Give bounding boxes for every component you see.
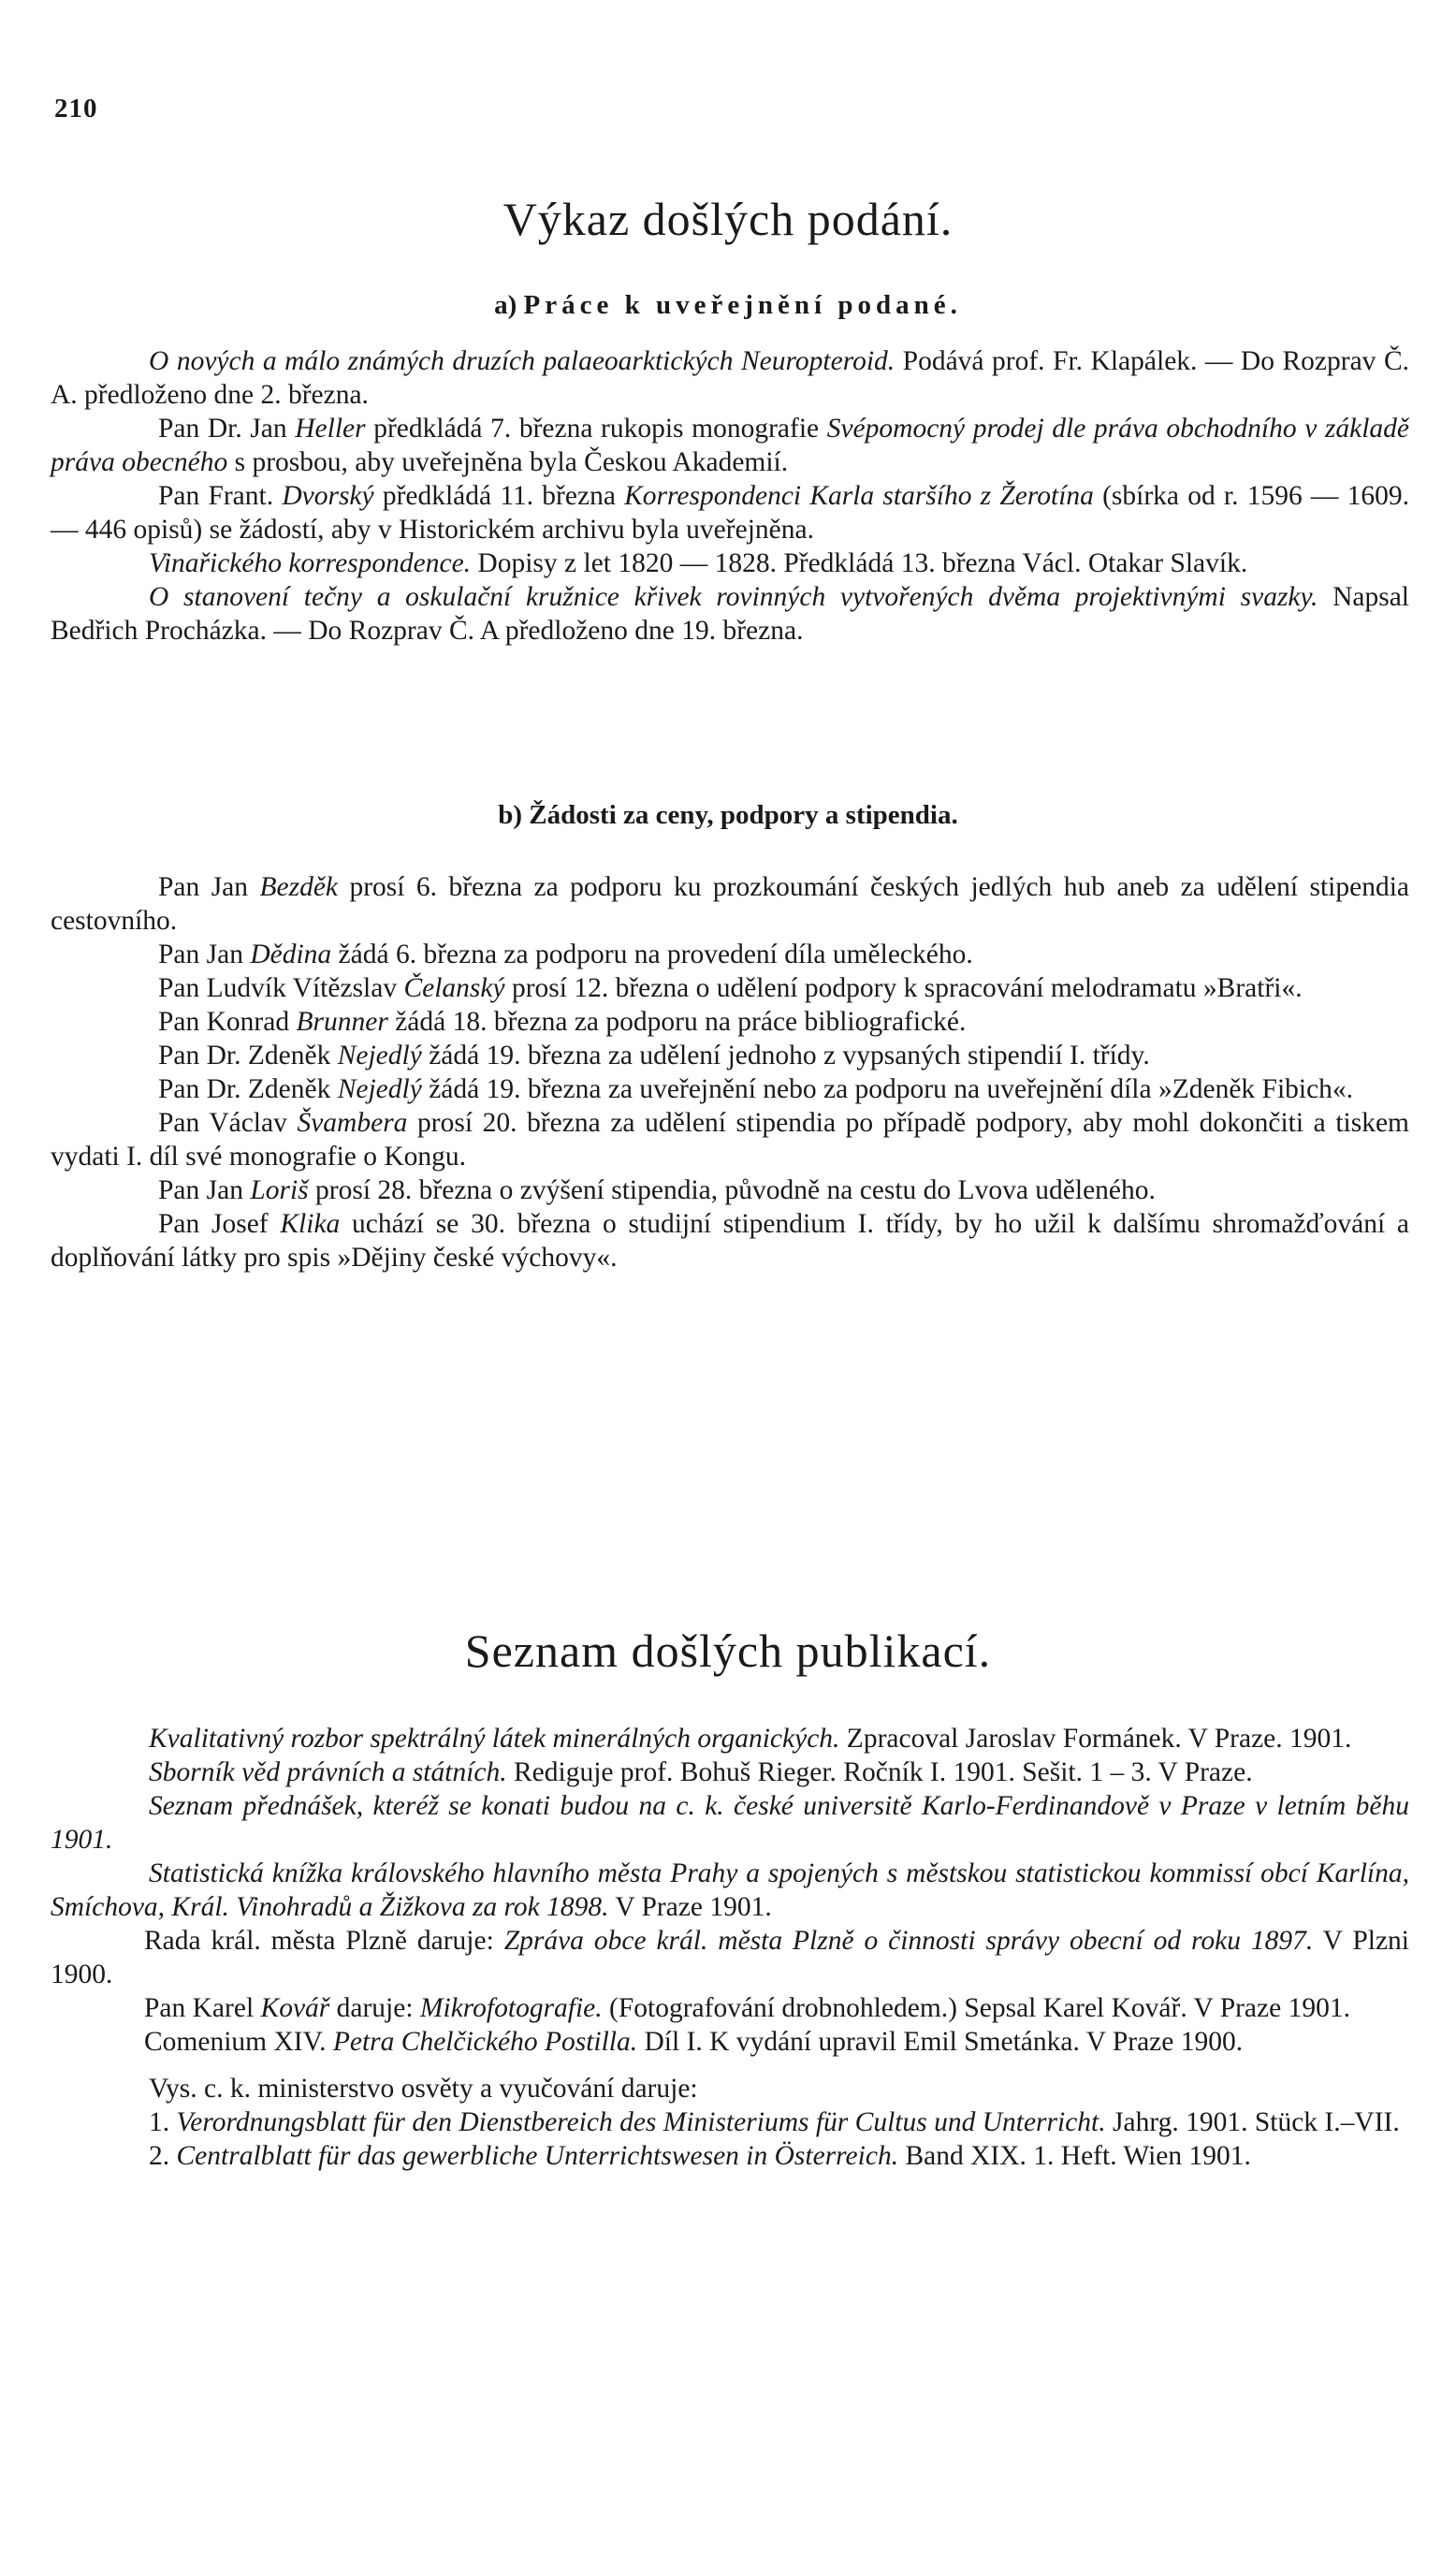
list-item: Pan Dr. Jan Heller předkládá 7. března rukopis monografie Svépomocný prodej dle práva obchodního v základě práva obecného s prosbou, aby uveřejněna byla Českou Akademií. — [51, 414, 1410, 477]
list-item: Sborník věd právních a státních. Rediguje prof. Bohuš Rieger. Ročník I. 1901. Sešit. 1 – 3. V Praze. — [149, 1757, 1253, 1787]
section-title-submissions: Výkaz došlých podání. — [502, 193, 954, 245]
list-item: Pan Dr. Zdeněk Nejedlý žádá 19. března za udělení jednoho z vypsaných stipendií I. třídy. — [158, 1041, 1150, 1071]
page-number: 210 — [54, 94, 98, 124]
list-item: Pan Jan Loriš prosí 28. března o zvýšení stipendia, původně na cestu do Lvova uděleného. — [158, 1175, 1156, 1205]
list-item: 1. Verordnungsblatt für den Dienstbereich des Ministeriums für Cultus und Unterricht. Jahrg. 1901. Stück I.–VII. — [149, 2107, 1400, 2137]
list-item: Pan Ludvík Vítězslav Čelanský prosí 12. března o udělení podpory k spracování melodramatu »Bratři«. — [158, 973, 1303, 1003]
subsection-b-heading — [0, 800, 1456, 831]
list-item: Rada král. města Plzně daruje: Zpráva obce král. města Plzně o činnosti správy obecní od roku 1897. V Plzni 1900. — [51, 1926, 1409, 1989]
subsection-b-title: Žádosti za ceny, podpory a stipendia. — [529, 800, 958, 830]
ministry-intro: Vys. c. k. ministerstvo osvěty a vyučování daruje: — [149, 2074, 698, 2104]
list-item: Pan Konrad Brunner žádá 18. března za podporu na práce bibliografické. — [158, 1007, 967, 1037]
list-item: Pan Jan Bezděk prosí 6. března za podporu ku prozkoumání českých jedlých hub aneb za udělení stipendia cestovního. — [51, 872, 1409, 936]
list-item: Pan Karel Kovář daruje: Mikrofotografie. (Fotografování drobnohledem.) Sepsal Karel Kovář. V Praze 1901. — [144, 1993, 1350, 2023]
list-item: Comenium XIV. Petra Chelčického Postilla. Díl I. K vydání upravil Emil Smetánka. V Praze 1900. — [144, 2027, 1244, 2057]
submissions-list — [51, 344, 1409, 648]
publications-list — [51, 1722, 1409, 2173]
list-item: Pan Frant. Dvorský předkládá 11. března Korrespondenci Karla staršího z Žerotína (sbírka od r. 1596 — 1609. — 446 opisů) se žádostí, aby v Historickém archivu byla uveřejněna. — [51, 481, 1409, 545]
subsection-a-label: a) — [494, 290, 517, 320]
list-item: Kvalitativný rozbor spektrálný látek minerálných organických. Zpracoval Jaroslav Formánek. V Praze. 1901. — [149, 1724, 1352, 1754]
list-item: Vinařického korrespondence. Dopisy z let 1820 — 1828. Předkládá 13. března Václ. Otakar Slavík. — [149, 548, 1248, 578]
list-item: Pan Jan Dědina žádá 6. března za podporu na provedení díla uměleckého. — [158, 939, 973, 969]
subsection-b-label: b) — [498, 800, 523, 830]
list-item: O nových a málo známých druzích palaeoarktických Neuropteroid. Podává prof. Fr. Klapálek. — Do Rozprav Č. A. předloženo dne 2. března. — [51, 346, 1409, 410]
list-item: Pan Václav Švambera prosí 20. března za udělení stipendia po případě podpory, aby mohl dokončiti a tiskem vydati I. díl své monografie o Kongu. — [51, 1108, 1409, 1172]
list-item: O stanovení tečny a oskulační kružnice křivek rovinných vytvořených dvěma projektivnými svazky. Napsal Bedřich Procházka. — Do Rozprav Č. A předloženo dne 19. března. — [51, 582, 1409, 646]
list-item: Seznam přednášek, kteréž se konati budou na c. k. české universitě Karlo-Ferdinandově v Praze v letním běhu 1901. — [51, 1791, 1409, 1855]
list-item: Statistická knížka královského hlavního města Prahy a spojených s městskou statistickou kommissí obcí Karlína, Smíchova, Král. Vinohradů a Žižkova za rok 1898. V Praze 1901. — [51, 1858, 1409, 1922]
applications-list — [51, 870, 1409, 1274]
section-title-publications: Seznam došlých publikací. — [464, 1624, 992, 1677]
list-item: Pan Josef Klika uchází se 30. března o studijní stipendium I. třídy, by ho užil k dalšímu shromažďování a doplňování látky pro spis »Dějiny české výchovy«. — [51, 1209, 1409, 1273]
list-item: 2. Centralblatt für das gewerbliche Unterrichtswesen in Österreich. Band XIX. 1. Heft. Wien 1901. — [149, 2141, 1251, 2171]
subsection-a-heading — [0, 290, 1456, 321]
list-item: Pan Dr. Zdeněk Nejedlý žádá 19. března za uveřejnění nebo za podporu na uveřejnění díla »Zdeněk Fibich«. — [158, 1074, 1354, 1104]
subsection-a-title: Práce k uveřejnění podané. — [523, 290, 962, 320]
